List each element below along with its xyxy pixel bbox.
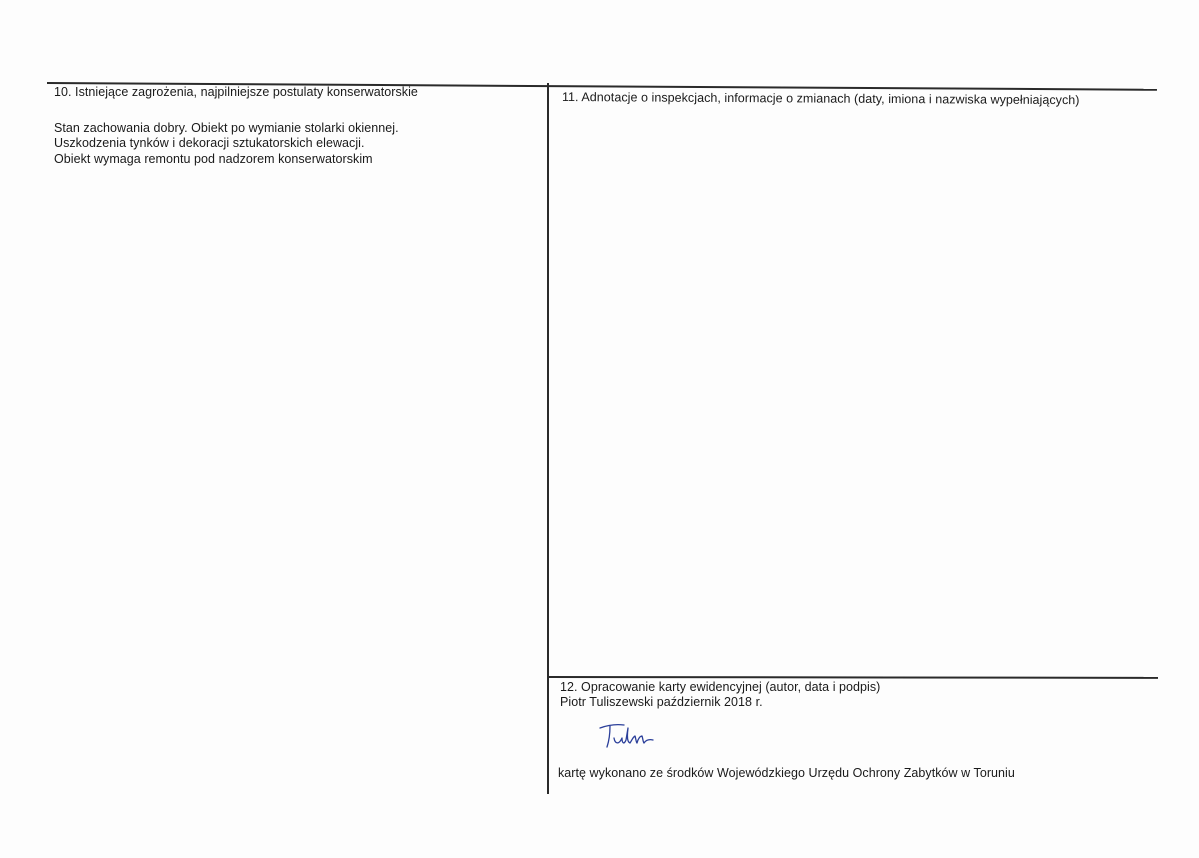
section10-line-2: Uszkodzenia tynków i dekoracji sztukatorskich elewacji. [54, 136, 365, 150]
section12-rule [548, 676, 1158, 678]
section10-heading: 10. Istniejące zagrożenia, najpilniejsze postulaty konserwatorskie [54, 85, 418, 99]
section12-heading: 12. Opracowanie karty ewidencyjnej (autor, data i podpis) [560, 680, 881, 694]
section12-author-line: Piotr Tuliszewski październik 2018 r. [560, 695, 763, 709]
funding-note: kartę wykonano ze środków Wojewódzkiego Urzędu Ochrony Zabytków w Toruniu [558, 766, 1015, 780]
section10-line-1: Stan zachowania dobry. Obiekt po wymianie stolarki okiennej. [54, 121, 399, 135]
section10-line-3: Obiekt wymaga remontu pod nadzorem konserwatorskim [54, 152, 373, 166]
column-divider [547, 83, 549, 794]
section11-heading: 11. Adnotacje o inspekcjach, informacje o zmianach (daty, imiona i nazwiska wypełniających) [561, 90, 1080, 108]
handwritten-signature [596, 716, 666, 754]
